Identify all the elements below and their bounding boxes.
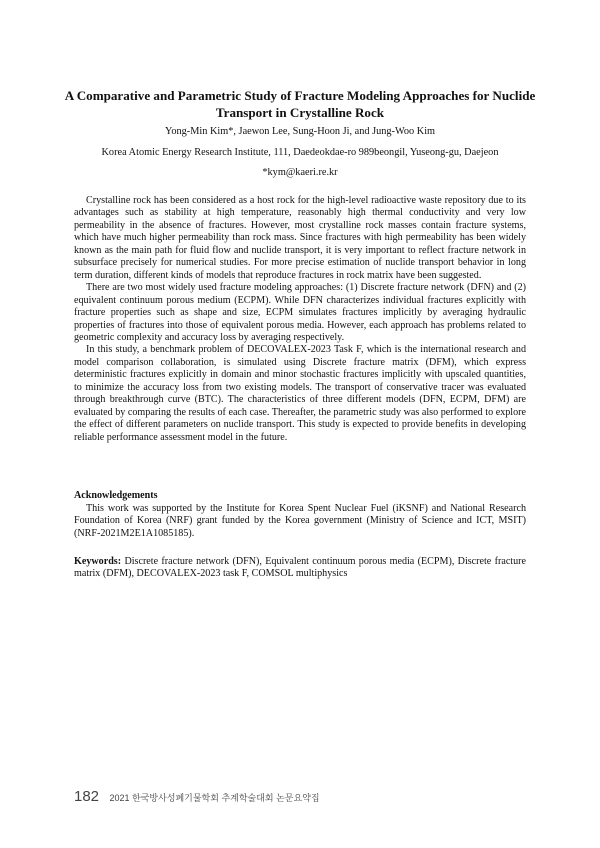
corresponding-email: *kym@kaeri.re.kr [262,167,338,178]
abstract-body [74,195,526,444]
acknowledgements-section [74,503,526,540]
paragraph: In this study, a benchmark problem of DECOVALEX-2023 Task F, which is the international research and model comparison collaboration, is simulated using Discrete fracture matrix (DFM), which express deterministic fractures explicitly in domain and minor stochastic fractures implicitly with upscaled quantities, to minimize the accuracy loss from two existing models. The transport of conservative tracer was evaluated through breakthrough curve (BTC). The characteristics of three different models (DFN, ECPM, DFM) are evaluated by comparing the results of each case. Thereafter, the parametric study was also performed to explore the effect of different parameters on nuclide transport. This study is expected to provide benefits in developing reliable performance assessment model in the future. [74,344,526,443]
author-list: Yong-Min Kim*, Jaewon Lee, Sung-Hoon Ji, and Jung-Woo Kim [164,126,436,137]
page-footer [74,788,320,806]
affiliation: Korea Atomic Energy Research Institute, 111, Daedeokdae-ro 989beongil, Yuseong-gu, Daejeon [101,147,499,158]
paper-title: A Comparative and Parametric Study of Fracture Modeling Approaches for Nuclide Transport in Crystalline Rock [64,88,536,120]
page-number: 182 [74,788,100,805]
keywords-text: Discrete fracture network (DFN), Equivalent continuum porous media (ECPM), Discrete fracture matrix (DFM), DECOVALEX-2023 task F, COMSOL multiphysics [74,556,526,580]
footer-text: 2021 한국방사성폐기물학회 추계학술대회 논문요약집 [109,793,320,803]
keywords-section [74,556,526,581]
paragraph: Crystalline rock has been considered as a host rock for the high-level radioactive waste repository due to its advantages such as stability at high temperature, reasonably high thermal conductivity and very low permeability in the absence of fractures. However, most crystalline rock masses contain fracture systems, which have much higher permeability than rock mass. Since fractures with high permeability has been widely known as the main path for fluid flow and nuclide transport, it is very important to reflect fracture network in subsurface precisely for numerical studies. For more precise estimation of nuclide transport behavior in long term duration, different kinds of models that reproduce fractures in rock matrix have been suggested. [74,195,526,281]
paragraph: There are two most widely used fracture modeling approaches: (1) Discrete fracture network (DFN) and (2) equivalent continuum porous medium (ECPM). While DFN characterizes individual fractures explicitly with fracture properties such as shape and size, ECPM simulates fractures implicitly by averaging hydraulic properties of fractures into those of equivalent porous media. However, each approach has problems related to geometric complexity and accuracy loss by averaging respectively. [74,282,526,343]
keywords-label: Keywords: [74,556,122,567]
acknowledgements-text: This work was supported by the Institute for Korea Spent Nuclear Fuel (iKSNF) and National Research Foundation of Korea (NRF) grant funded by the Korea government (Ministry of Science and ICT, MSIT) (NRF-2021M2E1A1085185). [74,503,526,539]
acknowledgements-heading: Acknowledgements [74,490,158,501]
